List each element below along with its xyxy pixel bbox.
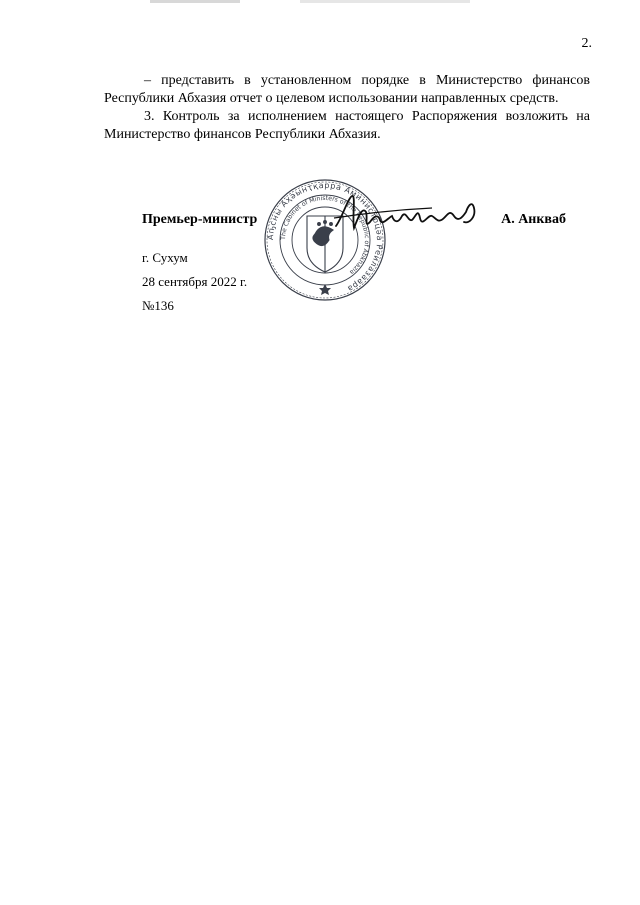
signer-name: А. Анкваб <box>501 212 566 227</box>
seal-inner-text: The Cabinet of Ministers of the Republic of Abkhazia <box>279 194 371 276</box>
paragraph-control: 3. Контроль за исполнением настоящего Распоряжения возложить на Министерство финансов Республики Абхазия. <box>104 109 590 142</box>
paragraph-report: – представить в установленном порядке в Министерство финансов Республики Абхазия отчет о целевом использовании направленных средств. <box>104 73 590 106</box>
signer-title: Премьер-министр <box>142 212 258 227</box>
body-text <box>104 72 590 144</box>
handwritten-signature <box>332 188 480 240</box>
document-meta <box>142 246 247 318</box>
place: г. Сухум <box>142 250 188 265</box>
scan-edge-mark <box>300 0 470 3</box>
document-number: №136 <box>142 298 174 313</box>
seal-outer-text: Аҧсны Аҳәынҭқарра Аминистрцәа Реилазаара <box>265 180 385 294</box>
page-number: 2. <box>581 36 592 51</box>
scan-edge-mark <box>150 0 240 3</box>
date: 28 сентября 2022 г. <box>142 274 248 289</box>
star-icon <box>319 284 331 295</box>
